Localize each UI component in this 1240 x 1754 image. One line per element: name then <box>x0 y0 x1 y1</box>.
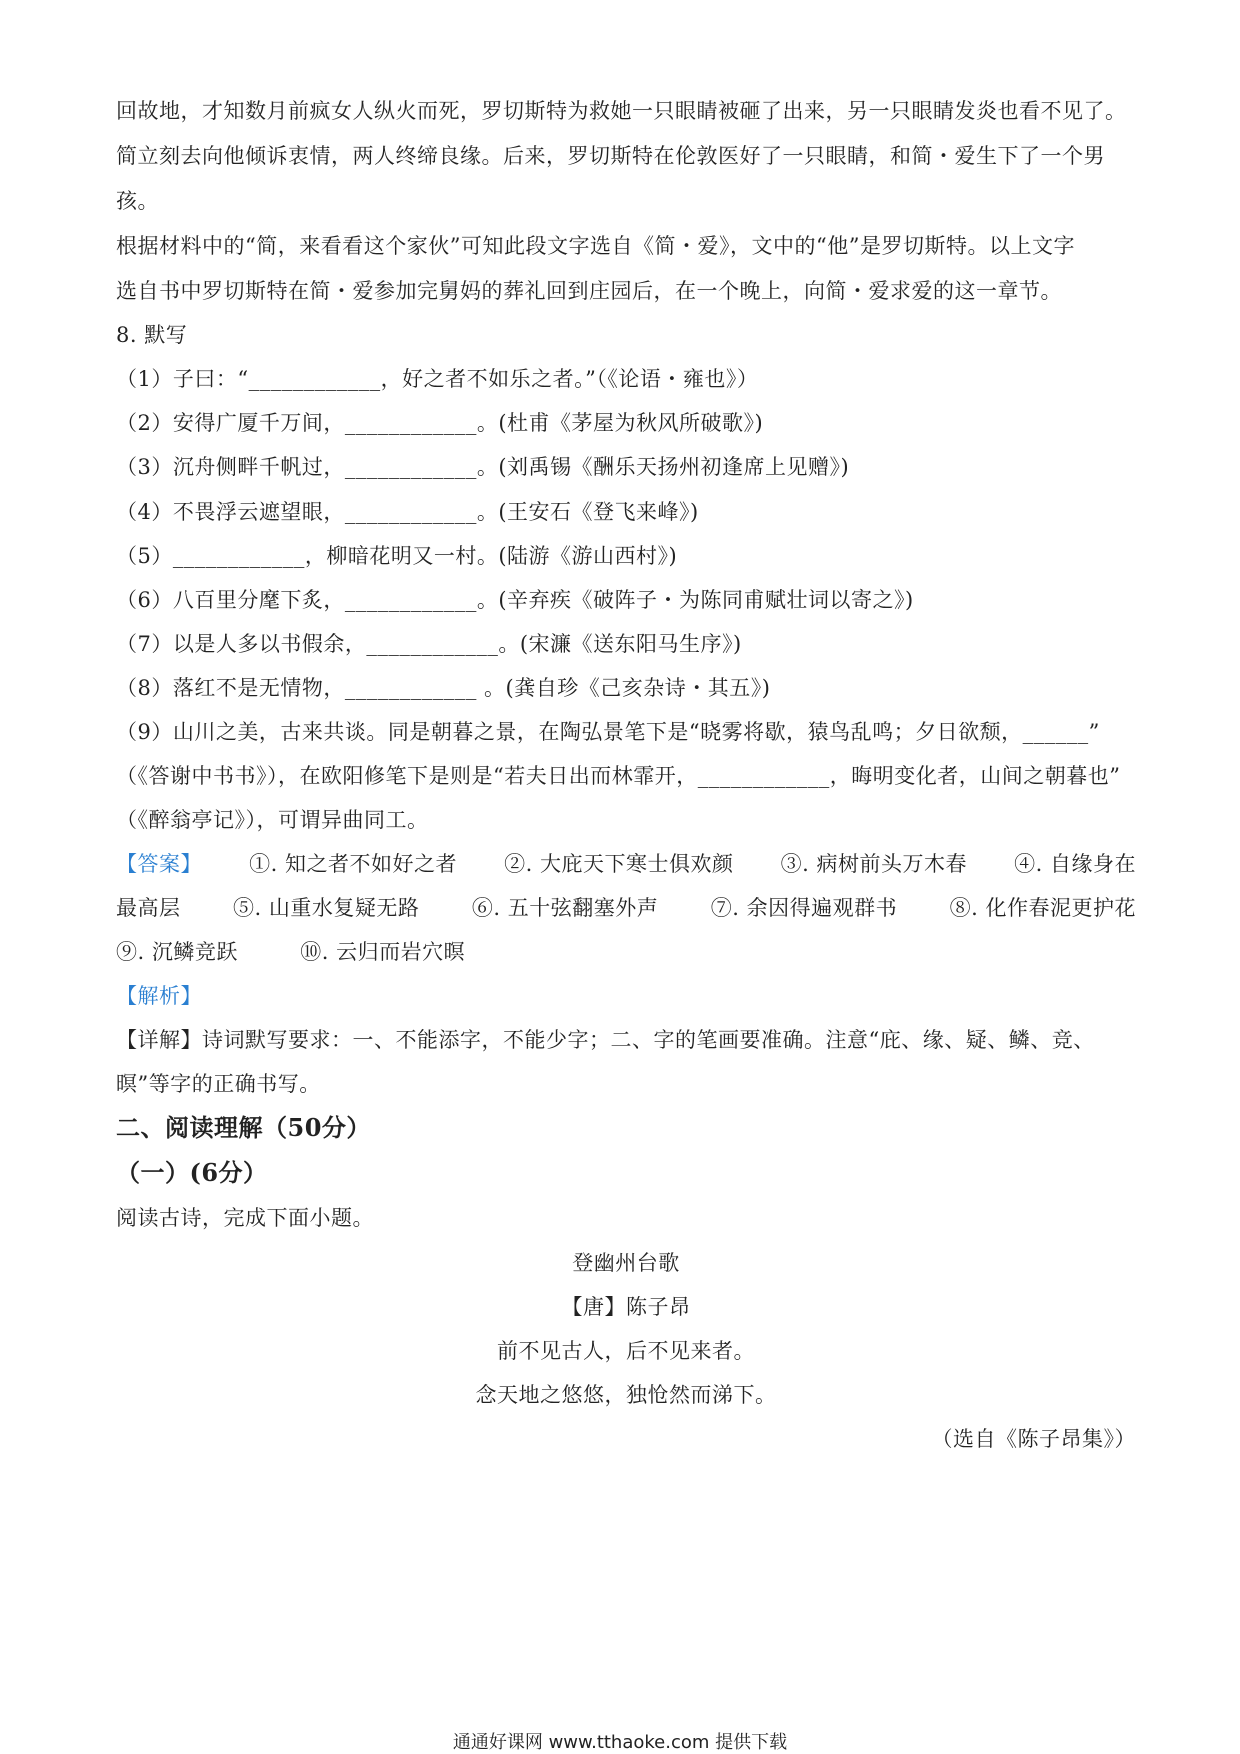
dictation-item-1: （1）子曰：“____________，好之者不如乐之者。”（《论语・雍也》） <box>116 367 759 391</box>
answer-item: ⑤. 山重水复疑无路 <box>233 896 420 920</box>
poem-source: （选自《陈子昂集》） <box>931 1427 1136 1451</box>
answer-item: ④. 自缘身在 <box>1014 852 1136 876</box>
answer-item: ②. 大庇天下寒士俱欢颜 <box>504 852 734 876</box>
passage-line: 回故地，才知数月前疯女人纵火而死，罗切斯特为救她一只眼睛被砸了出来，另一只眼睛发炎也看不见了。 <box>116 99 1127 123</box>
question-8-title: 8. 默写 <box>116 323 188 347</box>
dictation-item-9-cont: （《答谢中书书》），在欧阳修笔下是则是“若夫日出而林霏开，____________，晦明变化者，山间之朝暮也” <box>116 764 1121 788</box>
answer-tag: 【答案】 <box>116 852 202 876</box>
dictation-item-4: （4）不畏浮云遮望眼，____________。(王安石《登飞来峰》) <box>116 500 699 524</box>
passage-line: 孩。 <box>116 189 159 213</box>
dictation-item-6: （6）八百里分麾下炙，____________。(辛弃疾《破阵子・为陈同甫赋壮词以寄之》) <box>116 588 914 612</box>
instruction-text: 阅读古诗，完成下面小题。 <box>116 1206 374 1230</box>
section-title: 二、阅读理解（50分） <box>116 1113 371 1142</box>
subsection-title: （一）(6分） <box>116 1158 268 1187</box>
analysis-line: 【详解】诗词默写要求：一、不能添字，不能少字；二、字的笔画要准确。注意“庇、缘、疑、鳞、竞、 <box>116 1028 1095 1052</box>
poem-line: 前不见古人，后不见来者。 <box>497 1339 755 1363</box>
passage-line: 根据材料中的“简，来看看这个家伙”可知此段文字选自《简・爱》，文中的“他”是罗切斯特。以上文字 <box>116 234 1075 258</box>
answer-row-1 <box>116 849 1136 879</box>
poem-author: 【唐】陈子昂 <box>561 1295 691 1319</box>
passage-line: 简立刻去向他倾诉衷情，两人终缔良缘。后来，罗切斯特在伦敦医好了一只眼睛，和简・爱生下了一个男 <box>116 144 1105 168</box>
answer-item: ⑥. 五十弦翻塞外声 <box>471 896 659 920</box>
analysis-tag: 【解析】 <box>116 984 202 1008</box>
analysis-line: 暝”等字的正确书写。 <box>116 1072 321 1096</box>
dictation-item-8: （8）落红不是无情物，____________ 。(龚自珍《己亥杂诗・其五》) <box>116 676 771 700</box>
dictation-item-5: （5）____________，柳暗花明又一村。(陆游《游山西村》) <box>116 544 678 568</box>
answer-item: ⑧. 化作春泥更护花 <box>949 896 1136 920</box>
answer-item: 最高层 <box>116 896 181 920</box>
poem-line: 念天地之悠悠，独怆然而涕下。 <box>475 1383 777 1407</box>
answer-item: ③. 病树前头万木春 <box>780 852 967 876</box>
answer-item: ⑨. 沉鳞竞跃 <box>116 940 238 964</box>
dictation-item-3: （3）沉舟侧畔千帆过，____________。(刘禹锡《酬乐天扬州初逢席上见赠》) <box>116 455 850 479</box>
page-footer: 通通好课网 www.tthaoke.com 提供下载 <box>452 1732 788 1753</box>
dictation-item-9: （9）山川之美，古来共谈。同是朝暮之景，在陶弘景笔下是“晓雾将歇，猿鸟乱鸣；夕日欲颓，______” <box>116 720 1100 744</box>
dictation-item-7: （7）以是人多以书假余，____________。(宋濂《送东阳马生序》) <box>116 632 742 656</box>
answer-row-3 <box>116 937 1136 967</box>
answer-item: ⑦. 余因得遍观群书 <box>710 896 898 920</box>
answer-row-2 <box>116 893 1136 923</box>
answer-item: ⑩. 云归而岩穴暝 <box>300 940 466 964</box>
dictation-item-9-end: （《醉翁亭记》），可谓异曲同工。 <box>116 808 429 832</box>
dictation-item-2: （2）安得广厦千万间，____________。(杜甫《茅屋为秋风所破歌》) <box>116 411 764 435</box>
answer-item: ①. 知之者不如好之者 <box>249 852 457 876</box>
poem-title: 登幽州台歌 <box>572 1251 680 1275</box>
passage-line: 选自书中罗切斯特在简・爱参加完舅妈的葬礼回到庄园后，在一个晚上，向简・爱求爱的这一章节。 <box>116 279 1062 303</box>
